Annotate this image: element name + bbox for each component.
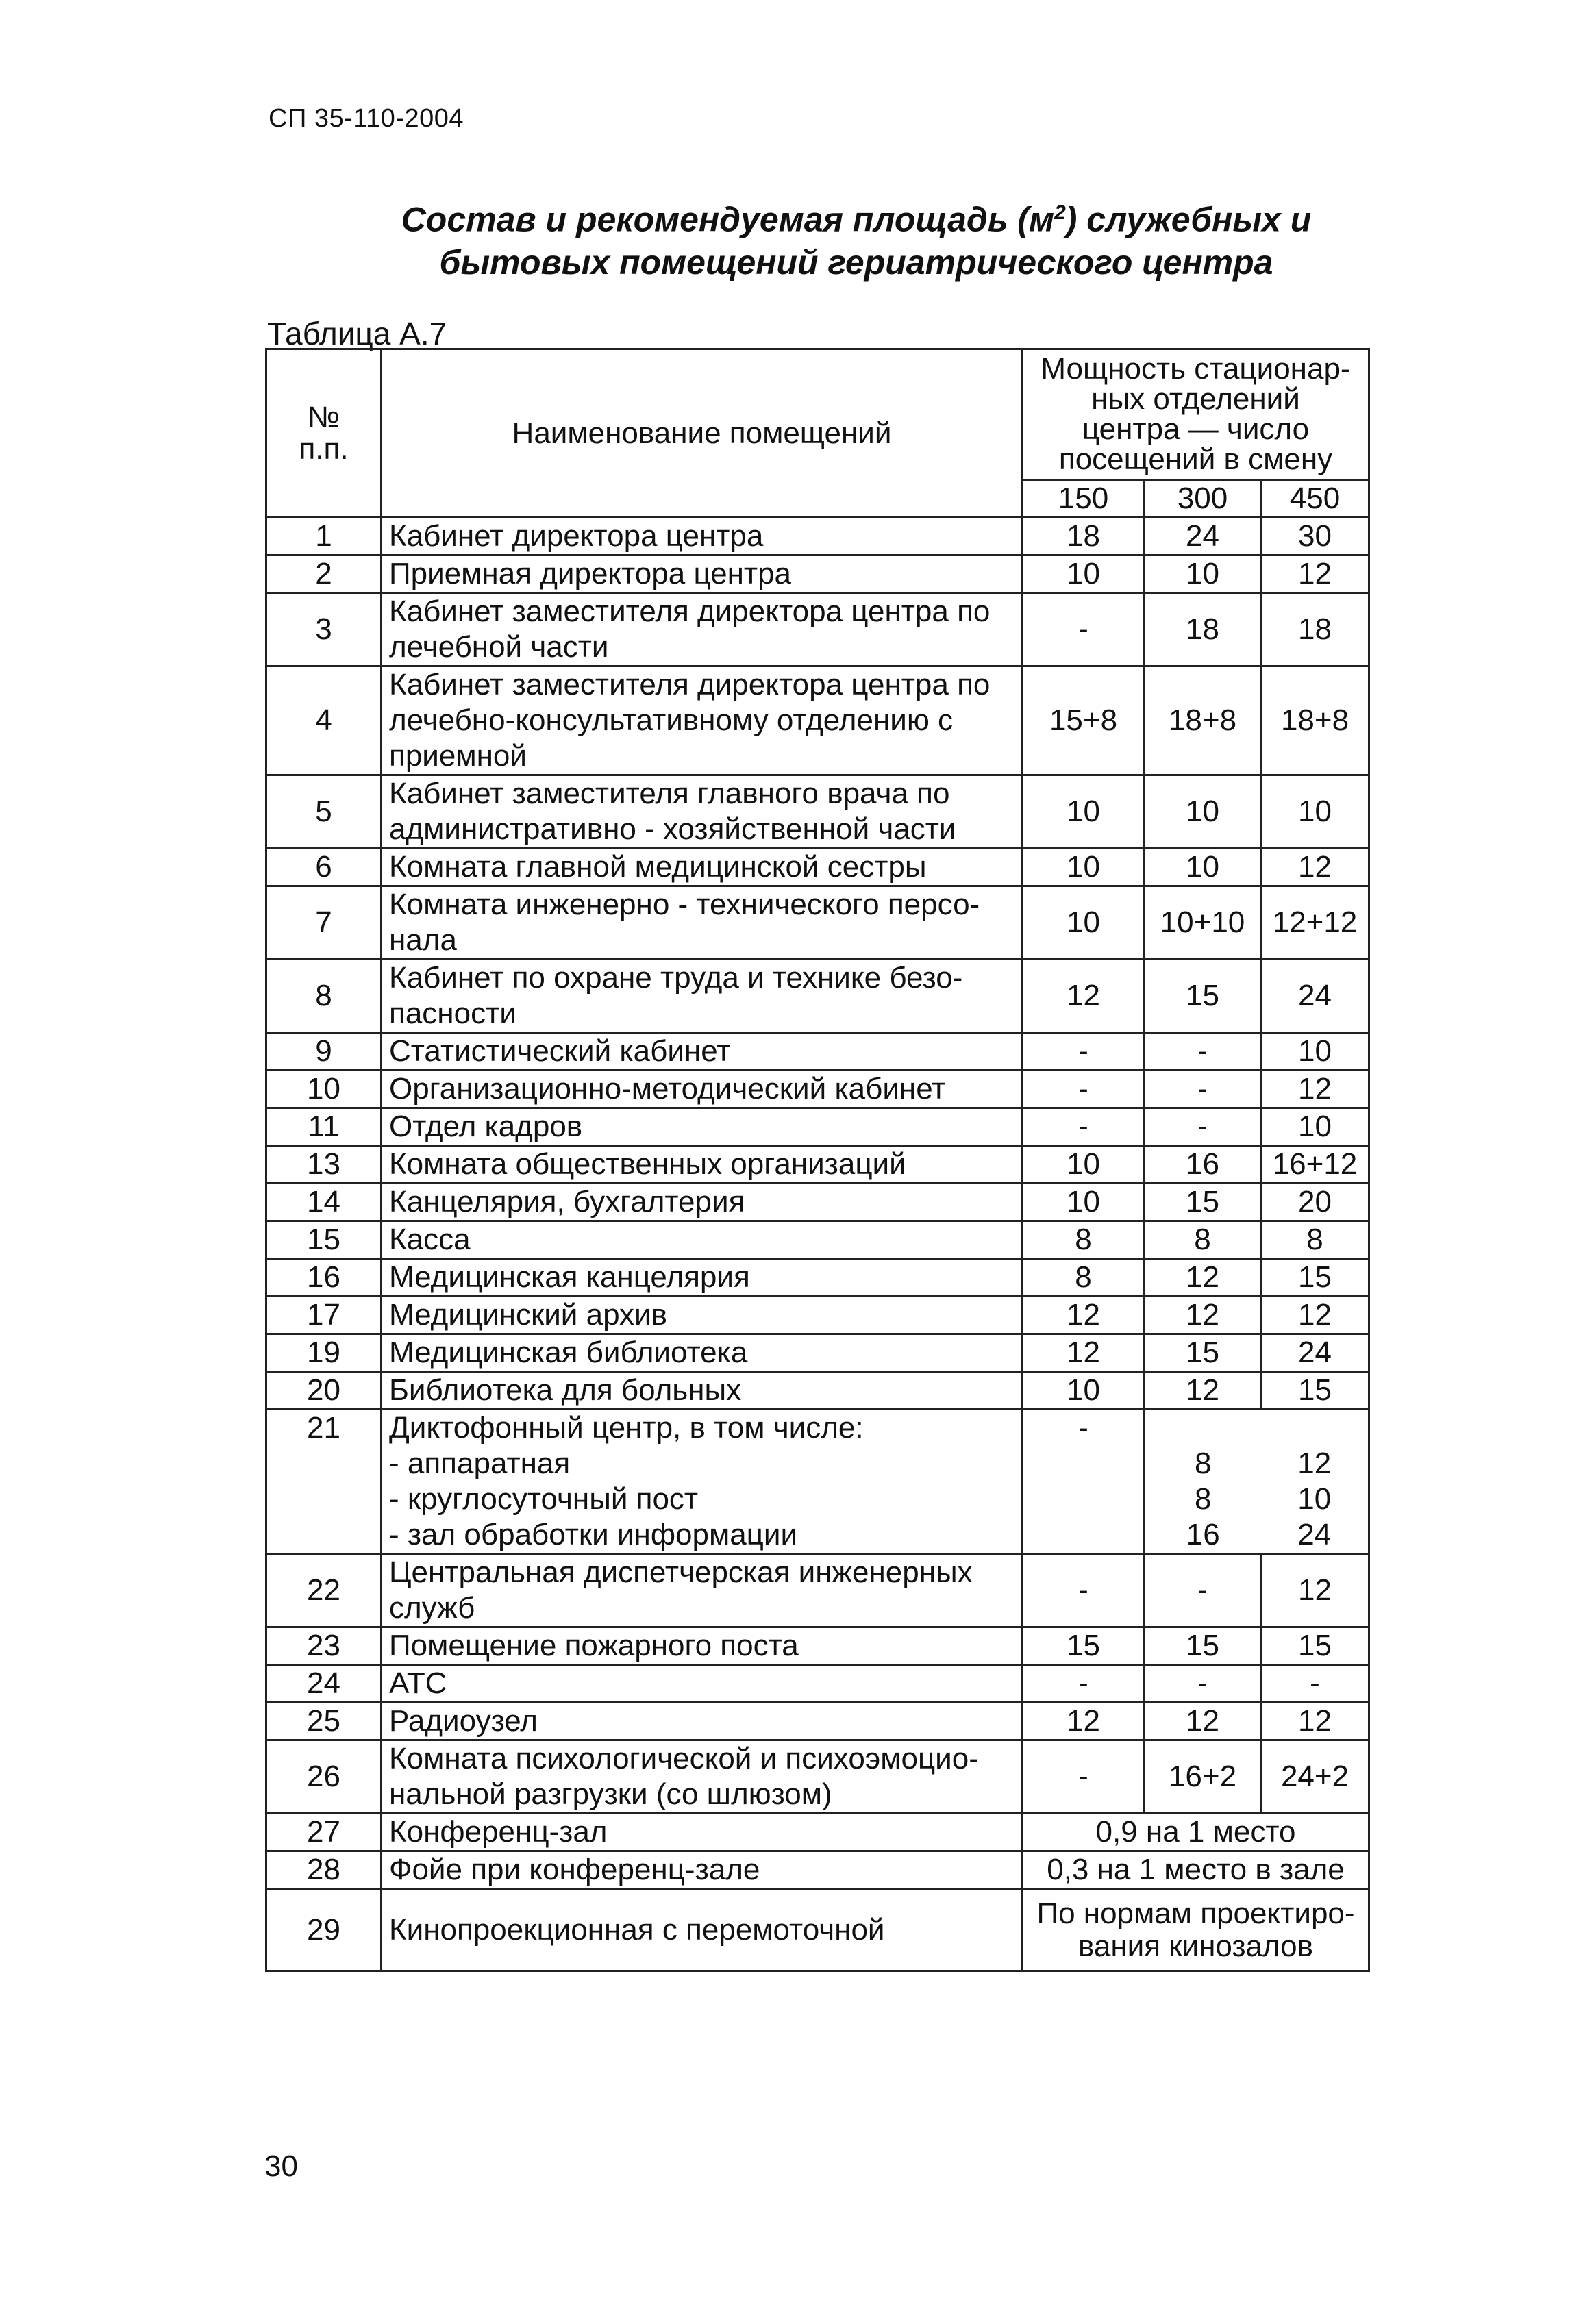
row-name: Диктофонный центр, в том числе: - аппаратная - круглосуточный пост - зал обработки информации: [382, 1410, 1023, 1554]
table-row: [266, 1410, 1369, 1554]
row-value-150: 10: [1023, 775, 1145, 849]
title-line1-pre: Состав и рекомендуемая площадь (м: [401, 200, 1055, 239]
row-value-300: 15: [1145, 1184, 1261, 1221]
row-value-450: 10: [1261, 1033, 1369, 1071]
row-number: 2: [266, 555, 382, 593]
row-value-150: 10: [1023, 1184, 1145, 1221]
row-value-150: -: [1023, 1740, 1145, 1814]
table-row: [266, 666, 1369, 775]
row-value-300: 10: [1145, 775, 1261, 849]
row-value-300: 16: [1145, 1146, 1261, 1184]
row-value-450: 15: [1261, 1372, 1369, 1410]
row-value-450: 15: [1261, 1259, 1369, 1297]
row-number: 19: [266, 1334, 382, 1372]
row-value-450: 12: [1261, 849, 1369, 886]
row-value-300: 16+2: [1145, 1740, 1261, 1814]
subheader-450: 450: [1261, 480, 1369, 518]
row-value-300: 12: [1145, 1703, 1261, 1740]
row-value-150: -: [1023, 1071, 1145, 1108]
row-number: 25: [266, 1703, 382, 1740]
row-name: Касса: [382, 1221, 1023, 1259]
row-value-450: 12: [1261, 1071, 1369, 1108]
row-name: Комната психологической и психоэмоцио-нальной разгрузки (со шлюзом): [382, 1740, 1023, 1814]
row-name: Комната главной медицинской сестры: [382, 849, 1023, 886]
row-value-150: 15: [1023, 1627, 1145, 1665]
row-value-450: 18+8: [1261, 666, 1369, 775]
table-row: [266, 1184, 1369, 1221]
row-value-450: 12 10 24: [1261, 1410, 1369, 1554]
row-value-300: -: [1145, 1108, 1261, 1146]
table-row: [266, 593, 1369, 666]
row-value-300: 8: [1145, 1221, 1261, 1259]
row-value-150: 10: [1023, 1372, 1145, 1410]
row-number: 11: [266, 1108, 382, 1146]
row-number: 16: [266, 1259, 382, 1297]
row-value-450: 20: [1261, 1184, 1369, 1221]
row-name: Медицинская библиотека: [382, 1334, 1023, 1372]
row-value-150: 12: [1023, 960, 1145, 1033]
row-name: Канцелярия, бухгалтерия: [382, 1184, 1023, 1221]
row-value-150: 12: [1023, 1703, 1145, 1740]
row-value-450: 10: [1261, 775, 1369, 849]
row-name: Кабинет заместителя главного врача по административно - хозяйственной части: [382, 775, 1023, 849]
row-value-150: 18: [1023, 518, 1145, 555]
table-row: [266, 1372, 1369, 1410]
row-name: Организационно-методический кабинет: [382, 1071, 1023, 1108]
row-value-450: 12: [1261, 1554, 1369, 1627]
row-value-450: 12: [1261, 1297, 1369, 1334]
row-value-450: 30: [1261, 518, 1369, 555]
row-number: 27: [266, 1814, 382, 1851]
row-value-150: 10: [1023, 555, 1145, 593]
row-value-150: 12: [1023, 1334, 1145, 1372]
row-merged-value: 0,3 на 1 место в зале: [1023, 1851, 1369, 1889]
row-number: 15: [266, 1221, 382, 1259]
row-value-150: 10: [1023, 886, 1145, 960]
table-row: [266, 518, 1369, 555]
row-name: Центральная диспетчерская инженерных служб: [382, 1554, 1023, 1627]
row-value-300: 8 8 16: [1145, 1410, 1261, 1554]
row-number: 10: [266, 1071, 382, 1108]
row-value-150: -: [1023, 1554, 1145, 1627]
row-name: Фойе при конференц-зале: [382, 1851, 1023, 1889]
row-value-300: 18: [1145, 593, 1261, 666]
row-value-450: 24+2: [1261, 1740, 1369, 1814]
row-name: Радиоузел: [382, 1703, 1023, 1740]
table-row: [266, 960, 1369, 1033]
table-row: [266, 849, 1369, 886]
row-value-150: 8: [1023, 1221, 1145, 1259]
row-value-300: 10+10: [1145, 886, 1261, 960]
row-value-150: 10: [1023, 849, 1145, 886]
row-value-150: 10: [1023, 1146, 1145, 1184]
row-value-150: 15+8: [1023, 666, 1145, 775]
table-row: [266, 886, 1369, 960]
row-number: 3: [266, 593, 382, 666]
row-number: 6: [266, 849, 382, 886]
column-header-capacity: Мощность стационар- ных отделений центра — число посещений в смену: [1023, 349, 1369, 480]
table-row: [266, 1108, 1369, 1146]
row-name: АТС: [382, 1665, 1023, 1703]
table-row: [266, 1814, 1369, 1851]
row-number: 29: [266, 1889, 382, 1971]
row-value-450: 12+12: [1261, 886, 1369, 960]
rooms-table: [265, 348, 1370, 1972]
row-number: 1: [266, 518, 382, 555]
column-header-number: № п.п.: [266, 349, 382, 518]
table-label: Таблица А.7: [267, 316, 447, 351]
row-number: 4: [266, 666, 382, 775]
row-value-300: 15: [1145, 960, 1261, 1033]
table-row: [266, 1851, 1369, 1889]
row-number: 13: [266, 1146, 382, 1184]
row-name: Медицинская канцелярия: [382, 1259, 1023, 1297]
row-number: 21: [266, 1410, 382, 1554]
table-row: [266, 775, 1369, 849]
table-row: [266, 1627, 1369, 1665]
row-value-300: -: [1145, 1071, 1261, 1108]
row-value-300: 18+8: [1145, 666, 1261, 775]
row-name: Комната инженерно - технического персо-нала: [382, 886, 1023, 960]
row-name: Кабинет заместителя директора центра по лечебно-консультативному отделению с приемной: [382, 666, 1023, 775]
row-value-150: -: [1023, 593, 1145, 666]
row-value-300: 24: [1145, 518, 1261, 555]
row-number: 23: [266, 1627, 382, 1665]
table-row: [266, 1665, 1369, 1703]
row-value-450: -: [1261, 1665, 1369, 1703]
row-name: Отдел кадров: [382, 1108, 1023, 1146]
row-name: Кабинет по охране труда и технике безо-пасности: [382, 960, 1023, 1033]
row-value-150: -: [1023, 1033, 1145, 1071]
subheader-300: 300: [1145, 480, 1261, 518]
row-value-450: 18: [1261, 593, 1369, 666]
row-number: 20: [266, 1372, 382, 1410]
row-number: 26: [266, 1740, 382, 1814]
row-value-450: 8: [1261, 1221, 1369, 1259]
table-row: [266, 1146, 1369, 1184]
row-value-300: 10: [1145, 849, 1261, 886]
row-value-300: 10: [1145, 555, 1261, 593]
row-name: Библиотека для больных: [382, 1372, 1023, 1410]
table-row: [266, 1259, 1369, 1297]
row-value-450: 12: [1261, 1703, 1369, 1740]
row-number: 5: [266, 775, 382, 849]
row-value-150: -: [1023, 1410, 1145, 1554]
row-value-300: -: [1145, 1033, 1261, 1071]
row-value-450: 24: [1261, 960, 1369, 1033]
row-number: 24: [266, 1665, 382, 1703]
table-row: [266, 555, 1369, 593]
row-number: 7: [266, 886, 382, 960]
row-name: Статистический кабинет: [382, 1033, 1023, 1071]
row-value-300: 12: [1145, 1259, 1261, 1297]
table-row: [266, 1334, 1369, 1372]
row-value-300: 12: [1145, 1297, 1261, 1334]
row-number: 9: [266, 1033, 382, 1071]
row-name: Кабинет заместителя директора центра по лечебной части: [382, 593, 1023, 666]
row-value-450: 16+12: [1261, 1146, 1369, 1184]
row-number: 14: [266, 1184, 382, 1221]
row-number: 28: [266, 1851, 382, 1889]
column-header-name: Наименование помещений: [382, 349, 1023, 518]
subheader-150: 150: [1023, 480, 1145, 518]
document-code: СП 35-110-2004: [269, 104, 464, 133]
row-value-150: 8: [1023, 1259, 1145, 1297]
title-line1-post: ) служебных и: [1065, 200, 1312, 239]
row-name: Комната общественных организаций: [382, 1146, 1023, 1184]
row-name: Конференц-зал: [382, 1814, 1023, 1851]
row-name: Приемная директора центра: [382, 555, 1023, 593]
table-row: [266, 1554, 1369, 1627]
row-value-300: -: [1145, 1554, 1261, 1627]
table-row: [266, 1740, 1369, 1814]
row-merged-value: По нормам проектиро- вания кинозалов: [1023, 1889, 1369, 1971]
row-value-300: -: [1145, 1665, 1261, 1703]
row-value-450: 10: [1261, 1108, 1369, 1146]
row-value-300: 15: [1145, 1334, 1261, 1372]
title-superscript: 2: [1054, 201, 1066, 224]
row-merged-value: 0,9 на 1 место: [1023, 1814, 1369, 1851]
title-line2: бытовых помещений гериатрического центра: [439, 242, 1273, 282]
table-row: [266, 1889, 1369, 1971]
row-value-150: 12: [1023, 1297, 1145, 1334]
row-number: 22: [266, 1554, 382, 1627]
document-title: [274, 192, 1439, 284]
row-name: Медицинский архив: [382, 1297, 1023, 1334]
row-name: Кабинет директора центра: [382, 518, 1023, 555]
row-value-450: 12: [1261, 555, 1369, 593]
row-value-150: -: [1023, 1108, 1145, 1146]
row-value-300: 12: [1145, 1372, 1261, 1410]
row-value-150: -: [1023, 1665, 1145, 1703]
table-row: [266, 1221, 1369, 1259]
table-row: [266, 1071, 1369, 1108]
table-row: [266, 1297, 1369, 1334]
table-row: [266, 1703, 1369, 1740]
table-row: [266, 1033, 1369, 1071]
page-number: 30: [264, 2149, 298, 2183]
row-number: 8: [266, 960, 382, 1033]
row-name: Помещение пожарного поста: [382, 1627, 1023, 1665]
row-value-450: 15: [1261, 1627, 1369, 1665]
row-value-450: 24: [1261, 1334, 1369, 1372]
row-number: 17: [266, 1297, 382, 1334]
row-value-300: 15: [1145, 1627, 1261, 1665]
row-name: Кинопроекционная с перемоточной: [382, 1889, 1023, 1971]
